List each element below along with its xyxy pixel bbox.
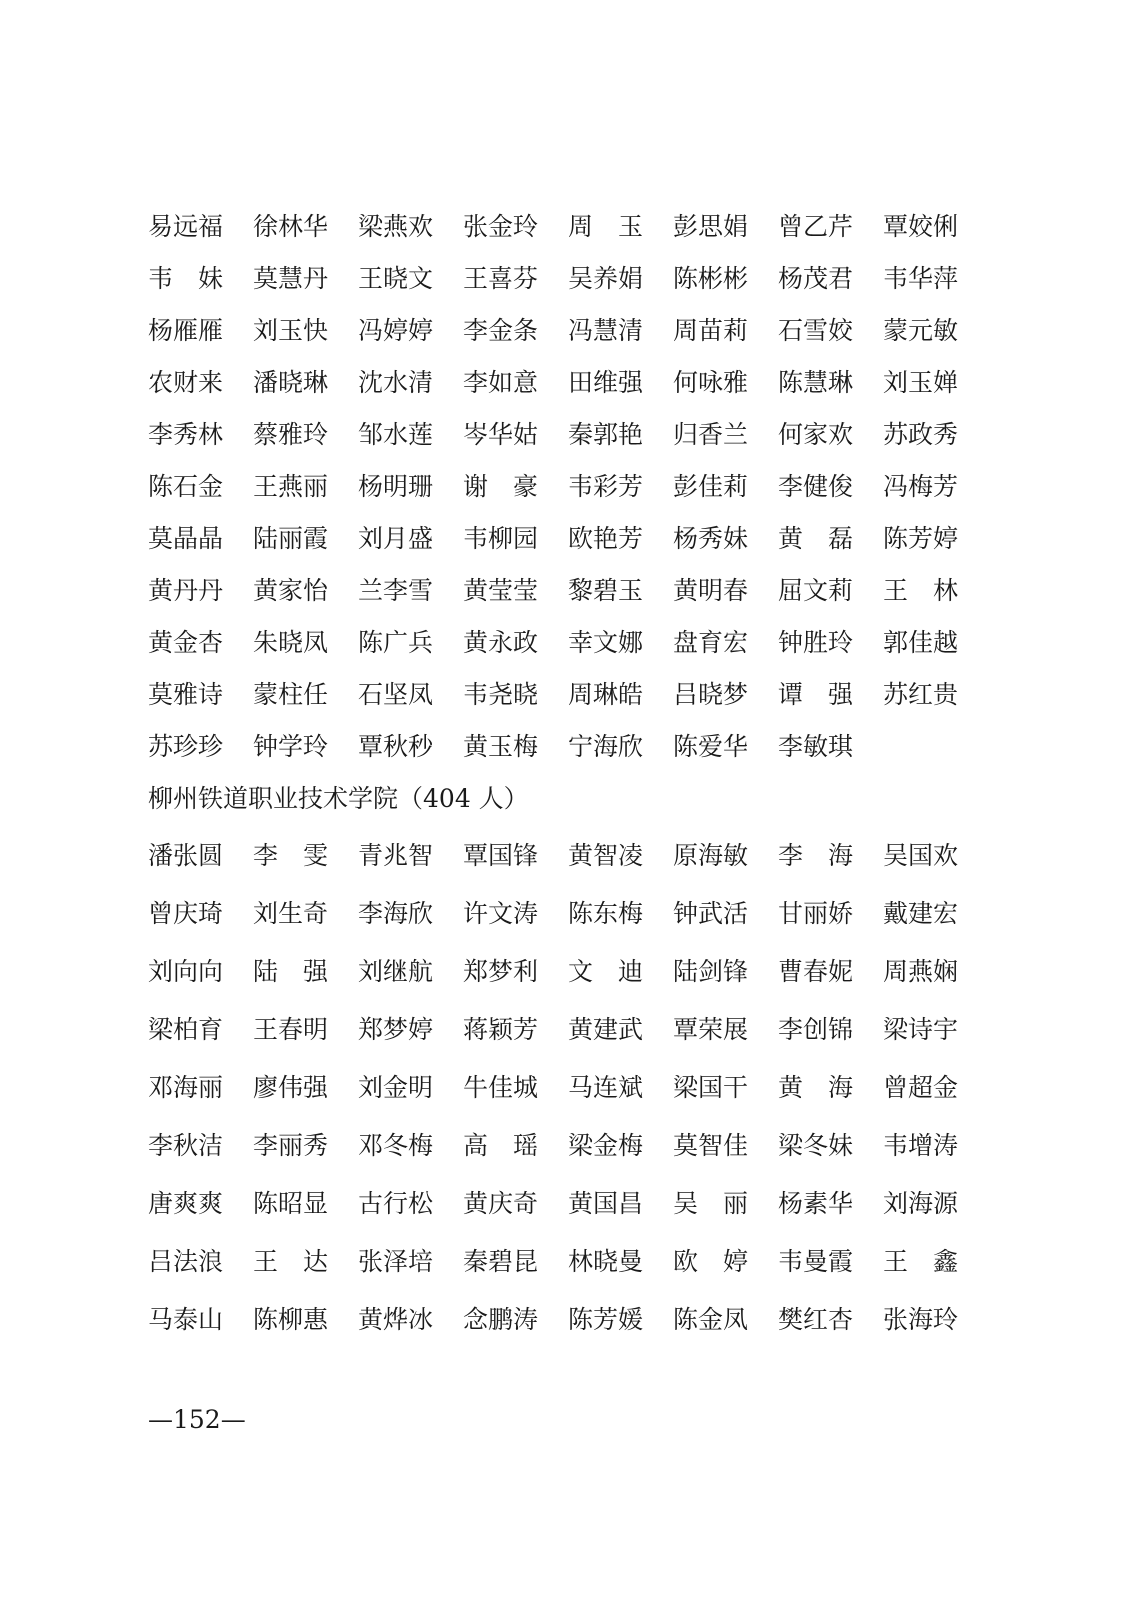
name-entry: 欧艳芳 bbox=[568, 524, 644, 553]
name-entry: 刘生奇 bbox=[253, 899, 329, 928]
name-entry: 农财来 bbox=[148, 368, 224, 397]
name-entry: 黄永政 bbox=[463, 628, 539, 657]
name-entry: 苏政秀 bbox=[883, 420, 959, 449]
name-entry: 陈广兵 bbox=[358, 628, 434, 657]
name-entry: 高 瑶 bbox=[463, 1131, 539, 1160]
name-entry: 李海欣 bbox=[358, 899, 434, 928]
name-entry: 韦增涛 bbox=[883, 1131, 959, 1160]
name-entry: 谭 强 bbox=[778, 680, 854, 709]
name-entry: 吴国欢 bbox=[883, 841, 959, 870]
name-entry: 陈爱华 bbox=[673, 732, 749, 761]
name-entry: 石坚凤 bbox=[358, 680, 434, 709]
name-entry: 覃国锋 bbox=[463, 841, 539, 870]
name-entry: 吴养娟 bbox=[568, 264, 644, 293]
name-entry: 杨雁雁 bbox=[148, 316, 224, 345]
name-entry: 盘育宏 bbox=[673, 628, 749, 657]
name-entry: 杨秀妹 bbox=[673, 524, 749, 553]
name-entry: 李创锦 bbox=[778, 1015, 854, 1044]
name-entry: 彭思娟 bbox=[673, 212, 749, 241]
name-grid-1 bbox=[148, 201, 988, 773]
name-entry: 刘玉快 bbox=[253, 316, 329, 345]
name-entry: 李金条 bbox=[463, 316, 539, 345]
name-entry: 李 雯 bbox=[253, 841, 329, 870]
name-entry: 刘向向 bbox=[148, 957, 224, 986]
name-entry: 吕法浪 bbox=[148, 1247, 224, 1276]
name-entry: 杨明珊 bbox=[358, 472, 434, 501]
name-entry: 邓冬梅 bbox=[358, 1131, 434, 1160]
name-entry: 覃秋秒 bbox=[358, 732, 434, 761]
name-entry: 李秀林 bbox=[148, 420, 224, 449]
name-entry: 李丽秀 bbox=[253, 1131, 329, 1160]
name-entry: 原海敏 bbox=[673, 841, 749, 870]
name-entry: 黄烨冰 bbox=[358, 1305, 434, 1334]
name-entry: 蒙柱任 bbox=[253, 680, 329, 709]
name-entry: 梁国干 bbox=[673, 1073, 749, 1102]
name-entry: 李 海 bbox=[778, 841, 854, 870]
name-entry: 黄金杏 bbox=[148, 628, 224, 657]
name-entry: 岑华姑 bbox=[463, 420, 539, 449]
name-entry: 马泰山 bbox=[148, 1305, 224, 1334]
name-entry: 戴建宏 bbox=[883, 899, 959, 928]
name-entry: 王春明 bbox=[253, 1015, 329, 1044]
name-entry: 陆 强 bbox=[253, 957, 329, 986]
name-entry: 覃姣俐 bbox=[883, 212, 959, 241]
name-entry: 邹水莲 bbox=[358, 420, 434, 449]
name-entry: 黎碧玉 bbox=[568, 576, 644, 605]
name-entry: 黄 磊 bbox=[778, 524, 854, 553]
name-entry: 陈彬彬 bbox=[673, 264, 749, 293]
name-entry: 马连斌 bbox=[568, 1073, 644, 1102]
name-entry: 黄 海 bbox=[778, 1073, 854, 1102]
name-entry: 韦彩芳 bbox=[568, 472, 644, 501]
name-entry: 朱晓凤 bbox=[253, 628, 329, 657]
name-entry: 陈芳媛 bbox=[568, 1305, 644, 1334]
name-entry: 青兆智 bbox=[358, 841, 434, 870]
name-entry: 曾乙芹 bbox=[778, 212, 854, 241]
name-entry: 黄庆奇 bbox=[463, 1189, 539, 1218]
name-entry: 许文涛 bbox=[463, 899, 539, 928]
name-entry: 陈金凤 bbox=[673, 1305, 749, 1334]
name-entry: 莫雅诗 bbox=[148, 680, 224, 709]
name-entry: 黄莹莹 bbox=[463, 576, 539, 605]
name-entry: 吕晓梦 bbox=[673, 680, 749, 709]
name-entry: 潘晓琳 bbox=[253, 368, 329, 397]
name-entry: 蒙元敏 bbox=[883, 316, 959, 345]
name-entry: 邓海丽 bbox=[148, 1073, 224, 1102]
name-entry: 刘海源 bbox=[883, 1189, 959, 1218]
name-entry: 曾庆琦 bbox=[148, 899, 224, 928]
name-entry: 蔡雅玲 bbox=[253, 420, 329, 449]
name-list-section-1 bbox=[148, 201, 988, 773]
name-entry: 周琳皓 bbox=[568, 680, 644, 709]
name-entry: 张海玲 bbox=[883, 1305, 959, 1334]
name-entry: 冯慧清 bbox=[568, 316, 644, 345]
name-entry: 梁柏育 bbox=[148, 1015, 224, 1044]
name-entry: 文 迪 bbox=[568, 957, 644, 986]
name-entry: 沈水清 bbox=[358, 368, 434, 397]
name-entry: 莫慧丹 bbox=[253, 264, 329, 293]
name-entry: 李秋洁 bbox=[148, 1131, 224, 1160]
name-entry: 幸文娜 bbox=[568, 628, 644, 657]
name-entry: 石雪姣 bbox=[778, 316, 854, 345]
name-entry: 梁燕欢 bbox=[358, 212, 434, 241]
name-entry: 黄智凌 bbox=[568, 841, 644, 870]
name-grid-2 bbox=[148, 827, 988, 1349]
name-entry: 韦 妹 bbox=[148, 264, 224, 293]
name-entry: 田维强 bbox=[568, 368, 644, 397]
name-entry: 陈芳婷 bbox=[883, 524, 959, 553]
name-entry: 李如意 bbox=[463, 368, 539, 397]
name-entry: 蒋颖芳 bbox=[463, 1015, 539, 1044]
name-entry: 杨素华 bbox=[778, 1189, 854, 1218]
name-entry: 何咏雅 bbox=[673, 368, 749, 397]
name-entry: 陆丽霞 bbox=[253, 524, 329, 553]
name-entry: 陆剑锋 bbox=[673, 957, 749, 986]
name-entry: 钟武活 bbox=[673, 899, 749, 928]
name-entry: 王 林 bbox=[883, 576, 959, 605]
name-entry: 曹春妮 bbox=[778, 957, 854, 986]
name-entry: 黄丹丹 bbox=[148, 576, 224, 605]
name-entry: 郑梦婷 bbox=[358, 1015, 434, 1044]
name-entry: 李健俊 bbox=[778, 472, 854, 501]
name-entry: 何家欢 bbox=[778, 420, 854, 449]
name-entry: 陈东梅 bbox=[568, 899, 644, 928]
section-heading: 柳州铁道职业技术学院（404 人） bbox=[148, 784, 529, 813]
name-entry: 陈昭显 bbox=[253, 1189, 329, 1218]
name-entry: 易远福 bbox=[148, 212, 224, 241]
name-entry: 秦郭艳 bbox=[568, 420, 644, 449]
name-entry: 郭佳越 bbox=[883, 628, 959, 657]
name-entry: 周燕娴 bbox=[883, 957, 959, 986]
name-entry: 王晓文 bbox=[358, 264, 434, 293]
name-entry: 黄家怡 bbox=[253, 576, 329, 605]
name-entry: 梁诗宇 bbox=[883, 1015, 959, 1044]
name-entry: 冯梅芳 bbox=[883, 472, 959, 501]
name-entry: 韦柳园 bbox=[463, 524, 539, 553]
name-entry: 唐爽爽 bbox=[148, 1189, 224, 1218]
name-entry: 秦碧昆 bbox=[463, 1247, 539, 1276]
name-entry: 韦尧晓 bbox=[463, 680, 539, 709]
page-number: —152— bbox=[148, 1405, 246, 1434]
name-entry: 归香兰 bbox=[673, 420, 749, 449]
name-entry: 冯婷婷 bbox=[358, 316, 434, 345]
name-entry: 钟胜玲 bbox=[778, 628, 854, 657]
name-entry: 郑梦利 bbox=[463, 957, 539, 986]
name-entry: 廖伟强 bbox=[253, 1073, 329, 1102]
name-entry: 潘张圆 bbox=[148, 841, 224, 870]
name-entry: 徐林华 bbox=[253, 212, 329, 241]
name-entry: 周 玉 bbox=[568, 212, 644, 241]
name-entry: 黄建武 bbox=[568, 1015, 644, 1044]
name-entry: 刘金明 bbox=[358, 1073, 434, 1102]
name-entry: 张金玲 bbox=[463, 212, 539, 241]
name-entry: 王 鑫 bbox=[883, 1247, 959, 1276]
name-entry: 陈慧琳 bbox=[778, 368, 854, 397]
name-entry: 李敏琪 bbox=[778, 732, 854, 761]
name-entry: 刘继航 bbox=[358, 957, 434, 986]
name-entry: 钟学玲 bbox=[253, 732, 329, 761]
name-entry: 刘月盛 bbox=[358, 524, 434, 553]
name-entry: 王 达 bbox=[253, 1247, 329, 1276]
name-entry: 梁冬妹 bbox=[778, 1131, 854, 1160]
name-entry: 林晓曼 bbox=[568, 1247, 644, 1276]
name-entry: 牛佳城 bbox=[463, 1073, 539, 1102]
name-entry: 张泽培 bbox=[358, 1247, 434, 1276]
name-entry: 彭佳莉 bbox=[673, 472, 749, 501]
name-entry: 古行松 bbox=[358, 1189, 434, 1218]
name-entry: 屈文莉 bbox=[778, 576, 854, 605]
name-entry: 欧 婷 bbox=[673, 1247, 749, 1276]
name-entry: 黄明春 bbox=[673, 576, 749, 605]
name-entry: 周苗莉 bbox=[673, 316, 749, 345]
name-entry: 莫智佳 bbox=[673, 1131, 749, 1160]
name-entry: 兰李雪 bbox=[358, 576, 434, 605]
name-entry: 韦华萍 bbox=[883, 264, 959, 293]
name-entry: 念鹏涛 bbox=[463, 1305, 539, 1334]
name-entry: 黄国昌 bbox=[568, 1189, 644, 1218]
name-entry: 黄玉梅 bbox=[463, 732, 539, 761]
name-entry: 杨茂君 bbox=[778, 264, 854, 293]
name-entry: 陈柳惠 bbox=[253, 1305, 329, 1334]
name-entry: 王喜芬 bbox=[463, 264, 539, 293]
name-entry: 陈石金 bbox=[148, 472, 224, 501]
name-entry: 王燕丽 bbox=[253, 472, 329, 501]
name-entry: 覃荣展 bbox=[673, 1015, 749, 1044]
name-entry: 莫晶晶 bbox=[148, 524, 224, 553]
name-entry: 刘玉婵 bbox=[883, 368, 959, 397]
name-entry: 宁海欣 bbox=[568, 732, 644, 761]
name-entry: 谢 豪 bbox=[463, 472, 539, 501]
name-entry: 韦曼霞 bbox=[778, 1247, 854, 1276]
name-entry: 梁金梅 bbox=[568, 1131, 644, 1160]
name-entry: 吴 丽 bbox=[673, 1189, 749, 1218]
name-entry: 苏珍珍 bbox=[148, 732, 224, 761]
name-entry: 甘丽娇 bbox=[778, 899, 854, 928]
name-entry: 曾超金 bbox=[883, 1073, 959, 1102]
name-entry: 樊红杏 bbox=[778, 1305, 854, 1334]
name-entry: 苏红贵 bbox=[883, 680, 959, 709]
name-list-section-2 bbox=[148, 827, 988, 1349]
